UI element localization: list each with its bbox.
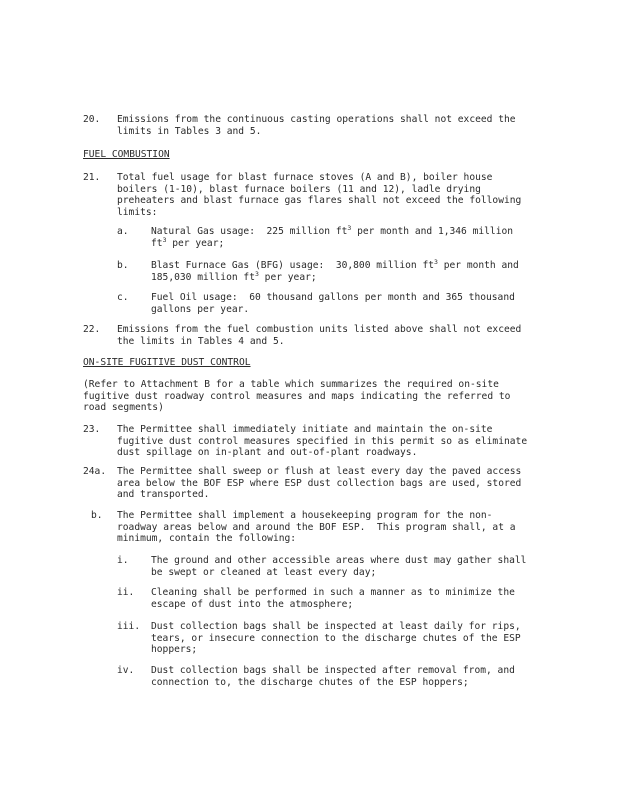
item-number: 23. (83, 424, 101, 435)
subitem-label: iii. (117, 621, 141, 632)
item-text: Emissions from the fuel combustion units listed above shall not exceed the limits in Tables 4 and 5. (117, 324, 522, 347)
item-number: b. (91, 510, 103, 521)
subitem-fuel-oil: Fuel Oil usage: 60 thousand gallons per month and 365 thousand gallons per year. (151, 292, 515, 315)
item-number: 20. (83, 114, 101, 125)
subitem-blast-furnace-gas: Blast Furnace Gas (BFG) usage: 30,800 million $ft^3$ per month and 185,030 million $ft^3$ per year; (151, 258, 519, 283)
subitem-label: ii. (117, 587, 135, 598)
item-text: The Permittee shall implement a housekeeping program for the non- roadway areas below and around the BOF ESP. This program shall, at a minimum, contain the following: (117, 510, 516, 544)
subitem-text: Dust collection bags shall be inspected at least daily for rips, tears, or insecure connection to the discharge chutes of the ESP hoppers; (151, 621, 521, 655)
item-text: The Permittee shall immediately initiate and maintain the on-site fugitive dust control measures specified in this permit so as eliminate dust spillage on in-plant and out-of-plant roadways. (117, 424, 528, 458)
dust-intro-paragraph: (Refer to Attachment B for a table which summarizes the required on-site fugitive dust roadway control measures and maps indicating the referred to road segments) (83, 379, 511, 413)
section-heading-fugitive-dust: ON-SITE FUGITIVE DUST CONTROL (83, 357, 251, 368)
subitem-text: Cleaning shall be performed in such a manner as to minimize the escape of dust into the atmosphere; (151, 587, 515, 610)
item-text: The Permittee shall sweep or flush at least every day the paved access area below the BOF ESP where ESP dust collection bags are used, stored and transported. (117, 466, 522, 500)
item-number: 21. (83, 172, 101, 183)
subitem-text: Dust collection bags shall be inspected after removal from, and connection to, the discharge chutes of the ESP hoppers; (151, 665, 515, 688)
subitem-text: The ground and other accessible areas where dust may gather shall be swept or cleaned at least every day; (151, 555, 527, 578)
section-heading-fuel-combustion: FUEL COMBUSTION (83, 149, 170, 160)
subitem-label: iv. (117, 665, 135, 676)
subitem-label: c. (117, 292, 129, 303)
item-text: Total fuel usage for blast furnace stoves (A and B), boiler house boilers (1-10), blast furnace boilers (11 and 12), ladle drying preheaters and blast furnace gas flares shall not exceed the following limits: (117, 172, 522, 218)
subitem-label: i. (117, 555, 129, 566)
subitem-label: b. (117, 260, 129, 271)
item-number: 22. (83, 324, 101, 335)
subitem-natural-gas: Natural Gas usage: 225 million $ft^3$ per month and 1,346 million $ft^3$ per year; (151, 224, 514, 249)
item-number: 24a. (83, 466, 107, 477)
item-text: Emissions from the continuous casting operations shall not exceed the limits in Tables 3 and 5. (117, 114, 516, 137)
subitem-label: a. (117, 226, 129, 237)
